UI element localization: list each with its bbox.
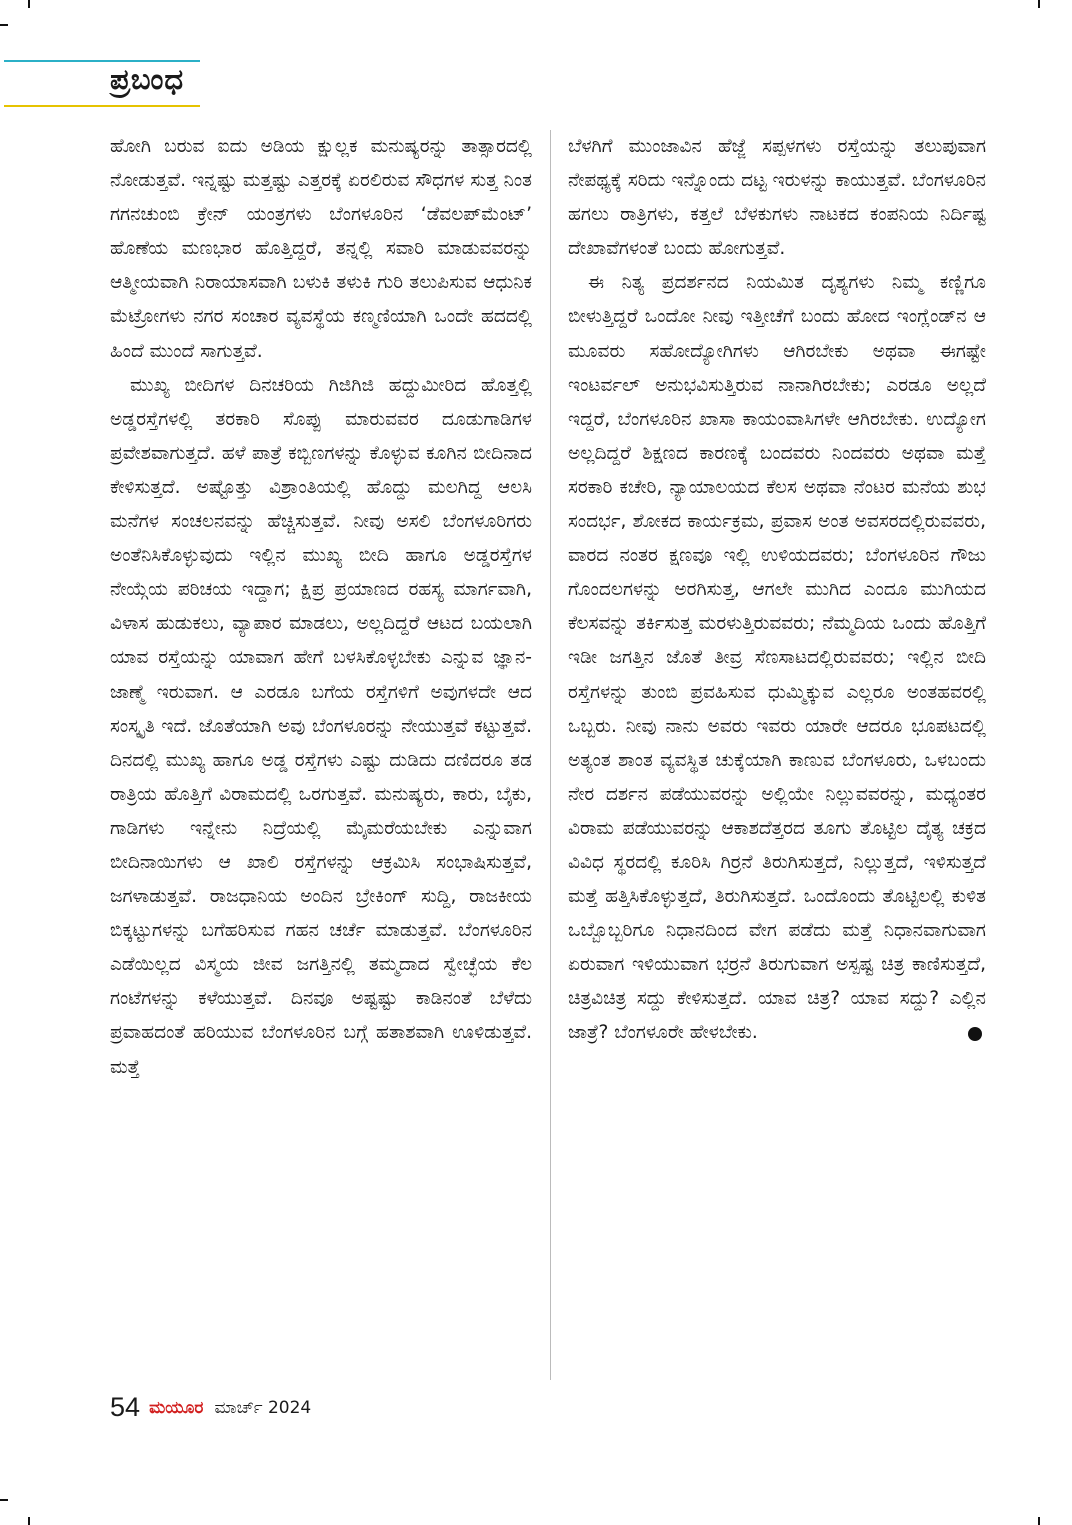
end-mark-bullet-icon [968, 1027, 982, 1041]
paragraph: ಹೋಗಿ ಬರುವ ಐದು ಅಡಿಯ ಕ್ಷುಲ್ಲಕ ಮನುಷ್ಯರನ್ನು ತಾತ್ಸಾರದಲ್ಲಿ ನೋಡುತ್ತವೆ. ಇನ್ನಷ್ಟು ಮತ್ತಷ್ಟು ಎತ್ತರಕ್ಕೆ ಏರಲಿರುವ ಸೌಧಗಳ ಸುತ್ತ ನಿಂತ ಗಗನಚುಂಬಿ ಕ್ರೇನ್ ಯಂತ್ರಗಳು ಬೆಂಗಳೂರಿನ ‘ಡೆವಲಪ್‌ಮೆಂಟ್’ ಹೊಣೆಯ ಮಣಭಾರ ಹೊತ್ತಿದ್ದರೆ, ತನ್ನಲ್ಲಿ ಸವಾರಿ ಮಾಡುವವರನ್ನು ಆತ್ಮೀಯವಾಗಿ ನಿರಾಯಾಸವಾಗಿ ಬಳುಕಿ ತಳುಕಿ ಗುರಿ ತಲುಪಿಸುವ ಆಧುನಿಕ ಮೆಟ್ರೋಗಳು ನಗರ ಸಂಚಾರ ವ್ಯವಸ್ಥೆಯ ಕಣ್ಮಣಿಯಾಗಿ ಒಂದೇ ಹದದಲ್ಲಿ ಹಿಂದೆ ಮುಂದೆ ಸಾಗುತ್ತವೆ. [110, 136, 532, 362]
crop-mark [28, 0, 30, 8]
crop-mark [0, 1499, 8, 1501]
crop-mark [28, 1517, 30, 1525]
column-divider [550, 130, 551, 1380]
issue-date: ಮಾರ್ಚ್ 2024 [214, 1397, 312, 1418]
paragraph: ಬೆಳಗಿಗೆ ಮುಂಜಾವಿನ ಹೆಜ್ಜೆ ಸಪ್ಪಳಗಳು ರಸ್ತೆಯನ್ನು ತಲುಪುವಾಗ ನೇಪಥ್ಯಕ್ಕೆ ಸರಿದು ಇನ್ನೊಂದು ದಟ್ಟ ಇರುಳನ್ನು ಕಾಯುತ್ತವೆ. ಬೆಂಗಳೂರಿನ ಹಗಲು ರಾತ್ರಿಗಳು, ಕತ್ತಲೆ ಬೆಳಕುಗಳು ನಾಟಕದ ಕಂಪನಿಯ ನಿರ್ದಿಷ್ಟ ದೇಖಾವೆಗಳಂತೆ ಬಂದು ಹೋಗುತ್ತವೆ. [568, 136, 986, 260]
magazine-name: ಮಯೂರ [149, 1397, 204, 1418]
paragraph: ಮುಖ್ಯ ಬೀದಿಗಳ ದಿನಚರಿಯ ಗಿಜಿಗಿಜಿ ಹದ್ದುಮೀರಿದ ಹೊತ್ತಲ್ಲಿ ಅಡ್ಡರಸ್ತೆಗಳಲ್ಲಿ ತರಕಾರಿ ಸೊಪ್ಪು ಮಾರುವವರ ದೂಡುಗಾಡಿಗಳ ಪ್ರವೇಶವಾಗುತ್ತದೆ. ಹಳೆ ಪಾತ್ರೆ ಕಬ್ಬಿಣಗಳನ್ನು ಕೊಳ್ಳುವ ಕೂಗಿನ ಬೀದಿನಾದ ಕೇಳಿಸುತ್ತದೆ. ಅಷ್ಟೊತ್ತು ವಿಶ್ರಾಂತಿಯಲ್ಲಿ ಹೊದ್ದು ಮಲಗಿದ್ದ ಆಲಸಿ ಮನೆಗಳ ಸಂಚಲನವನ್ನು ಹೆಚ್ಚಿಸುತ್ತವೆ. ನೀವು ಅಸಲಿ ಬೆಂಗಳೂರಿಗರು ಅಂತೆನಿಸಿಕೊಳ್ಳುವುದು ಇಲ್ಲಿನ ಮುಖ್ಯ ಬೀದಿ ಹಾಗೂ ಅಡ್ಡರಸ್ತೆಗಳ ನೇಯ್ಗೆಯ ಪರಿಚಯ ಇದ್ದಾಗ; ಕ್ಷಿಪ್ರ ಪ್ರಯಾಣದ ರಹಸ್ಯ ಮಾರ್ಗವಾಗಿ, ವಿಳಾಸ ಹುಡುಕಲು, ವ್ಯಾಪಾರ ಮಾಡಲು, ಅಲ್ಲದಿದ್ದರೆ ಆಟದ ಬಯಲಾಗಿ ಯಾವ ರಸ್ತೆಯನ್ನು ಯಾವಾಗ ಹೇಗೆ ಬಳಸಿಕೊಳ್ಳಬೇಕು ಎನ್ನುವ ಜ್ಞಾನ-ಜಾಣ್ಮೆ ಇರುವಾಗ. ಆ ಎರಡೂ ಬಗೆಯ ರಸ್ತೆಗಳಿಗೆ ಅವುಗಳದೇ ಆದ ಸಂಸ್ಕೃತಿ ಇದೆ. ಜೊತೆಯಾಗಿ ಅವು ಬೆಂಗಳೂರನ್ನು ನೇಯುತ್ತವೆ ಕಟ್ಟುತ್ತವೆ. ದಿನದಲ್ಲಿ ಮುಖ್ಯ ಹಾಗೂ ಅಡ್ಡ ರಸ್ತೆಗಳು ಎಷ್ಟು ದುಡಿದು ದಣಿದರೂ ತಡ ರಾತ್ರಿಯ ಹೊತ್ತಿಗೆ ವಿರಾಮದಲ್ಲಿ ಒರಗುತ್ತವೆ. ಮನುಷ್ಯರು, ಕಾರು, ಬೈಕು, ಗಾಡಿಗಳು ಇನ್ನೇನು ನಿದ್ರೆಯಲ್ಲಿ ಮೈಮರೆಯಬೇಕು ಎನ್ನುವಾಗ ಬೀದಿನಾಯಿಗಳು ಆ ಖಾಲಿ ರಸ್ತೆಗಳನ್ನು ಆಕ್ರಮಿಸಿ ಸಂಭಾಷಿಸುತ್ತವೆ, ಜಗಳಾಡುತ್ತವೆ. ರಾಜಧಾನಿಯ ಅಂದಿನ ಬ್ರೇಕಿಂಗ್ ಸುದ್ದಿ, ರಾಜಕೀಯ ಬಿಕ್ಕಟ್ಟುಗಳನ್ನು ಬಗೆಹರಿಸುವ ಗಹನ ಚರ್ಚೆ ಮಾಡುತ್ತವೆ. ಬೆಂಗಳೂರಿನ ಎಡೆಯಿಲ್ಲದ ವಿಸ್ಮಯ ಜೀವ ಜಗತ್ತಿನಲ್ಲಿ ತಮ್ಮದಾದ ಸ್ವೇಚ್ಛೆಯ ಕೆಲ ಗಂಟೆಗಳನ್ನು ಕಳೆಯುತ್ತವೆ. ದಿನವೂ ಅಷ್ಟಷ್ಟು ಕಾಡಿನಂತೆ ಬೆಳೆದು ಪ್ರವಾಹದಂತೆ ಹರಿಯುವ ಬೆಂಗಳೂರಿನ ಬಗ್ಗೆ ಹತಾಶವಾಗಿ ಊಳಿಡುತ್ತವೆ. ಮತ್ತೆ [110, 374, 532, 1078]
title-rule-bottom [4, 105, 200, 107]
paragraph-text: ಈ ನಿತ್ಯ ಪ್ರದರ್ಶನದ ನಿಯಮಿತ ದೃಶ್ಯಗಳು ನಿಮ್ಮ ಕಣ್ಣಿಗೂ ಬೀಳುತ್ತಿದ್ದರೆ ಒಂದೋ ನೀವು ಇತ್ತೀಚೆಗೆ ಬಂದು ಹೋದ ಇಂಗ್ಲೆಂಡ್‌ನ ಆ ಮೂವರು ಸಹೋದ್ಯೋಗಿಗಳು ಆಗಿರಬೇಕು ಅಥವಾ ಈಗಷ್ಟೇ ಇಂಟರ್ವಲ್ ಅನುಭವಿಸುತ್ತಿರುವ ನಾನಾಗಿರಬೇಕು; ಎರಡೂ ಅಲ್ಲದೆ ಇದ್ದರೆ, ಬೆಂಗಳೂರಿನ ಖಾಸಾ ಕಾಯಂವಾಸಿಗಳೇ ಆಗಿರಬೇಕು. ಉದ್ಯೋಗ ಅಲ್ಲದಿದ್ದರೆ ಶಿಕ್ಷಣದ ಕಾರಣಕ್ಕೆ ಬಂದವರು ನಿಂದವರು ಅಥವಾ ಮತ್ತೆ ಸರಕಾರಿ ಕಚೇರಿ, ನ್ಯಾಯಾಲಯದ ಕೆಲಸ ಅಥವಾ ನೆಂಟರ ಮನೆಯ ಶುಭ ಸಂದರ್ಭ, ಶೋಕದ ಕಾರ್ಯಕ್ರಮ, ಪ್ರವಾಸ ಅಂತ ಅವಸರದಲ್ಲಿರುವವರು, ವಾರದ ನಂತರ ಕ್ಷಣವೂ ಇಲ್ಲಿ ಉಳಿಯದವರು; ಬೆಂಗಳೂರಿನ ಗೌಜು ಗೊಂದಲಗಳನ್ನು ಅರಗಿಸುತ್ತ, ಆಗಲೇ ಮುಗಿದ ಎಂದೂ ಮುಗಿಯದ ಕೆಲಸವನ್ನು ತರ್ಕಿಸುತ್ತ ಮರಳುತ್ತಿರುವವರು; ನೆಮ್ಮದಿಯ ಒಂದು ಹೊತ್ತಿಗೆ ಇಡೀ ಜಗತ್ತಿನ ಜೊತೆ ತೀವ್ರ ಸೆಣಸಾಟದಲ್ಲಿರುವವರು; ಇಲ್ಲಿನ ಬೀದಿ ರಸ್ತೆಗಳನ್ನು ತುಂಬಿ ಪ್ರವಹಿಸುವ ಧುಮ್ಮಿಕ್ಕುವ ಎಲ್ಲರೂ ಅಂತಹವರಲ್ಲಿ ಒಬ್ಬರು. ನೀವು ನಾನು ಅವರು ಇವರು ಯಾರೇ ಆದರೂ ಭೂಪಟದಲ್ಲಿ ಅತ್ಯಂತ ಶಾಂತ ವ್ಯವಸ್ಥಿತ ಚುಕ್ಕೆಯಾಗಿ ಕಾಣುವ ಬೆಂಗಳೂರು, ಒಳಬಂದು ನೇರ ದರ್ಶನ ಪಡೆಯುವರನ್ನು ಅಲ್ಲಿಯೇ ನಿಲ್ಲುವವರನ್ನು, ಮಧ್ಯಂತರ ವಿರಾಮ ಪಡೆಯುವರನ್ನು ಆಕಾಶದೆತ್ತರದ ತೂಗು ತೊಟ್ಟಿಲ ದೈತ್ಯ ಚಕ್ರದ ವಿವಿಧ ಸ್ಥರದಲ್ಲಿ ಕೂರಿಸಿ ಗಿರ್ರನೆ ತಿರುಗಿಸುತ್ತದೆ, ನಿಲ್ಲುತ್ತದೆ, ಇಳಿಸುತ್ತದೆ ಮತ್ತೆ ಹತ್ತಿಸಿಕೊಳ್ಳುತ್ತದೆ, ತಿರುಗಿಸುತ್ತದೆ. ಒಂದೊಂದು ತೊಟ್ಟಿಲಲ್ಲಿ ಕುಳಿತ ಒಬ್ಬೊಬ್ಬರಿಗೂ ನಿಧಾನದಿಂದ ವೇಗ ಪಡೆದು ಮತ್ತೆ ನಿಧಾನವಾಗುವಾಗ ಏರುವಾಗ ಇಳಿಯುವಾಗ ಭರ್ರನೆ ತಿರುಗುವಾಗ ಅಸ್ಪಷ್ಟ ಚಿತ್ರ ಕಾಣಿಸುತ್ತದೆ, ಚಿತ್ರವಿಚಿತ್ರ ಸದ್ದು ಕೇಳಿಸುತ್ತದೆ. ಯಾವ ಚಿತ್ರ? ಯಾವ ಸದ್ದು? ಎಲ್ಲಿನ ಜಾತ್ರೆ? ಬೆಂಗಳೂರೇ ಹೇಳಬೇಕು. [568, 272, 986, 1044]
left-column [110, 130, 532, 1085]
section-title: ಪ್ರಬಂಧ [110, 62, 185, 96]
right-column [568, 130, 986, 1051]
crop-mark [1038, 0, 1040, 8]
page-footer [110, 1392, 311, 1423]
page-number: 54 [110, 1392, 141, 1422]
crop-mark [0, 24, 8, 26]
crop-mark [1038, 1517, 1040, 1525]
paragraph-last [568, 266, 986, 1050]
